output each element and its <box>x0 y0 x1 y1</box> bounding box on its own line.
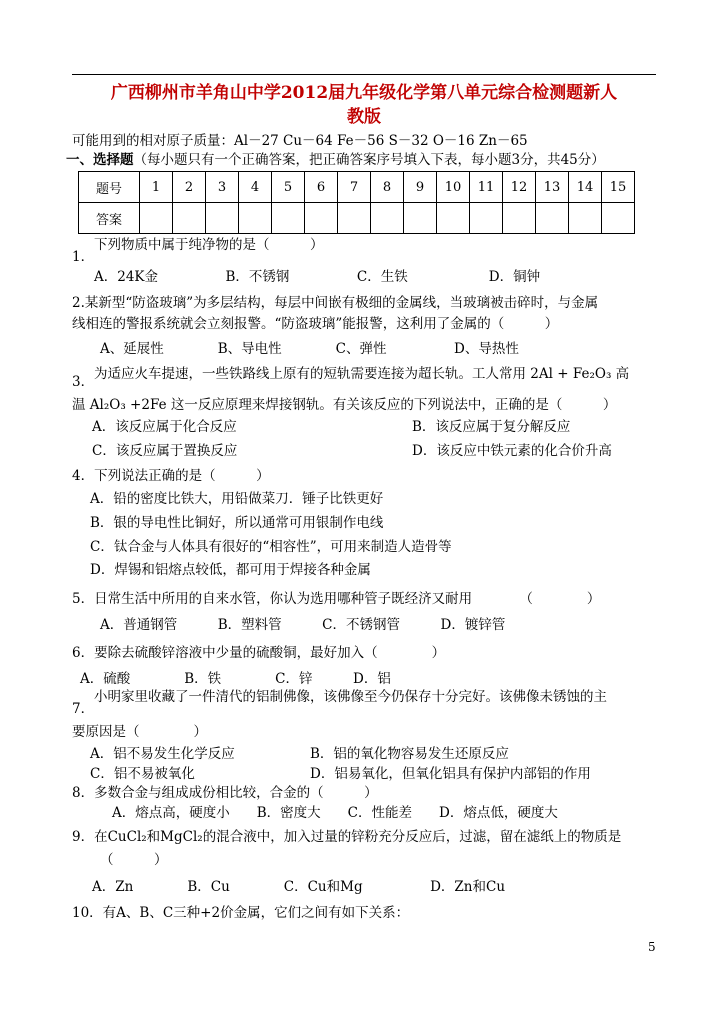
answer-cell[interactable] <box>206 203 239 234</box>
answer-table <box>78 171 635 234</box>
row-label-answer: 答案 <box>79 203 140 234</box>
answer-cell[interactable] <box>239 203 272 234</box>
q3-option-b: B．该反应属于复分解反应 <box>412 419 571 435</box>
answer-cell[interactable] <box>173 203 206 234</box>
answer-cell[interactable] <box>536 203 569 234</box>
q7-option-c: C．铝不易被氧化 <box>90 766 195 782</box>
exam-title-line1: 广西柳州市羊角山中学2012届九年级化学第八单元综合检测题新人 <box>110 83 618 103</box>
q-number-cell: 10 <box>437 172 470 203</box>
q1-number: 1． <box>72 249 95 265</box>
answer-cell[interactable] <box>305 203 338 234</box>
q-number-cell: 8 <box>371 172 404 203</box>
row-label-number: 题号 <box>79 172 140 203</box>
q9-options: A．Zn B．Cu C．Cu和Mg D．Zn和Cu <box>92 879 506 895</box>
title-rule <box>72 74 656 75</box>
q5-stem: 5．日常生活中所用的自来水管，你认为选用哪种管子既经济又耐用 （ ） <box>72 591 601 607</box>
page-number: 5 <box>648 940 656 954</box>
q7-option-a: A．铝不易发生化学反应 <box>90 746 235 762</box>
answer-cell[interactable] <box>272 203 305 234</box>
q7-number: 7． <box>72 701 95 717</box>
answer-cell[interactable] <box>338 203 371 234</box>
q8-stem: 8．多数合金与组成成份相比较，合金的（ ） <box>72 785 378 801</box>
q2-options: A、延展性 B、导电性 C、弹性 D、导热性 <box>100 341 519 357</box>
q3-option-d: D．该反应中铁元素的化合价升高 <box>412 443 612 459</box>
q-number-cell: 2 <box>173 172 206 203</box>
q-number-cell: 14 <box>569 172 602 203</box>
q3-stem-line1: 为适应火车提速，一些铁路线上原有的短轨需要连接为超长轨。工人常用 2Al + Fe₂O₃ 高 <box>94 366 630 382</box>
q7-option-b: B．铝的氧化物容易发生还原反应 <box>310 746 509 762</box>
q-number-cell: 9 <box>404 172 437 203</box>
answer-cell[interactable] <box>602 203 635 234</box>
q7-option-d: D．铝易氧化，但氧化铝具有保护内部铝的作用 <box>310 766 591 782</box>
exam-title-line2: 教版 <box>347 107 381 127</box>
atomic-masses: 可能用到的相对原子质量：Al－27 Cu－64 Fe－56 S－32 O－16 Zn－65 <box>72 133 528 149</box>
q1-stem: 下列物质中属于纯净物的是（ ） <box>94 237 324 253</box>
q3-option-c: C．该反应属于置换反应 <box>92 443 238 459</box>
q1-options: A．24K金 B．不锈钢 C．生铁 D．铜钟 <box>94 269 541 285</box>
answer-cell[interactable] <box>404 203 437 234</box>
q4-option-d: D．焊锡和铝熔点较低，都可用于焊接各种金属 <box>90 562 371 578</box>
q4-option-c: C．钛合金与人体具有很好的“相容性”，可用来制造人造骨等 <box>90 539 452 555</box>
answer-table-answer-row <box>79 203 635 234</box>
q-number-cell: 1 <box>140 172 173 203</box>
q5-options: A．普通钢管 B．塑料管 C．不锈钢管 D．镀锌管 <box>100 617 506 633</box>
section1-instruction: （每小题只有一个正确答案，把正确答案序号填入下表，每小题3分，共45分） <box>133 152 605 168</box>
q-number-cell: 4 <box>239 172 272 203</box>
q-number-cell: 7 <box>338 172 371 203</box>
answer-cell[interactable] <box>503 203 536 234</box>
q3-stem-line2: 温 Al₂O₃ +2Fe 这一反应原理来焊接钢轨。有关该反应的下列说法中，正确的是（ ） <box>72 397 617 413</box>
q8-options: A．熔点高，硬度小 B．密度大 C．性能差 D．熔点低，硬度大 <box>112 805 558 821</box>
q7-stem-line2: 要原因是（ ） <box>72 724 207 740</box>
q-number-cell: 3 <box>206 172 239 203</box>
q-number-cell: 6 <box>305 172 338 203</box>
answer-cell[interactable] <box>437 203 470 234</box>
q4-option-a: A．铅的密度比铁大，用铅做菜刀．锤子比铁更好 <box>90 491 384 507</box>
q-number-cell: 15 <box>602 172 635 203</box>
q-number-cell: 11 <box>470 172 503 203</box>
q9-stem-line1: 9．在CuCl₂和MgCl₂的混合液中，加入过量的锌粉充分反应后，过滤，留在滤纸上的物质是 <box>72 829 622 845</box>
q-number-cell: 5 <box>272 172 305 203</box>
q4-stem: 4．下列说法正确的是（ ） <box>72 468 270 484</box>
q4-option-b: B．银的导电性比铜好，所以通常可用银制作电线 <box>90 515 384 531</box>
section1-line <box>66 151 605 169</box>
q3-option-a: A．该反应属于化合反应 <box>92 419 237 435</box>
q7-stem-line1: 小明家里收藏了一件清代的铝制佛像，该佛像至今仍保存十分完好。该佛像未锈蚀的主 <box>94 689 607 705</box>
q3-number: 3． <box>72 374 95 390</box>
section1-heading: 一、选择题 <box>66 152 134 168</box>
q-number-cell: 13 <box>536 172 569 203</box>
q6-stem: 6．要除去硫酸锌溶液中少量的硫酸铜，最好加入（ ） <box>72 645 446 661</box>
q10-stem: 10．有A、B、C三种+2价金属，它们之间有如下关系： <box>72 905 410 921</box>
answer-cell[interactable] <box>569 203 602 234</box>
answer-table-number-row <box>79 172 635 203</box>
answer-cell[interactable] <box>371 203 404 234</box>
answer-cell[interactable] <box>140 203 173 234</box>
answer-cell[interactable] <box>470 203 503 234</box>
q6-options: A．硫酸 B．铁 C．锌 D．铝 <box>80 671 391 687</box>
q2-stem-line1: 2.某新型“防盗玻璃”为多层结构，每层中间嵌有极细的金属线，当玻璃被击碎时，与金属 <box>72 295 599 311</box>
q2-stem-line2: 线相连的警报系统就会立刻报警。“防盗玻璃”能报警，这利用了金属的（ ） <box>72 316 559 332</box>
q-number-cell: 12 <box>503 172 536 203</box>
q9-stem-line2: （ ） <box>100 852 168 868</box>
